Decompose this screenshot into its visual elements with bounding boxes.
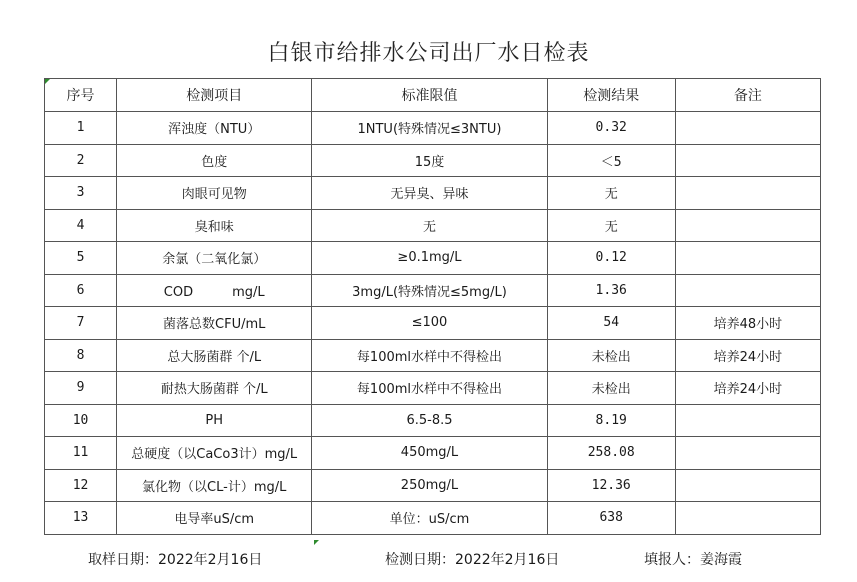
cell-item: 臭和味 <box>117 209 312 242</box>
table-body <box>45 112 821 535</box>
cell-remark <box>675 177 820 210</box>
cell-limit: 无 <box>312 209 547 242</box>
cell-remark: 培养24小时 <box>675 339 820 372</box>
cell-remark: 培养24小时 <box>675 372 820 405</box>
header-remark: 备注 <box>675 79 820 112</box>
cell-corner-marker <box>314 540 319 545</box>
cell-result: 未检出 <box>547 372 675 405</box>
cell-no: 5 <box>45 242 117 275</box>
cell-result: 0.12 <box>547 242 675 275</box>
cell-remark <box>675 144 820 177</box>
header-limit: 标准限值 <box>312 79 547 112</box>
table-row <box>45 209 821 242</box>
cell-no: 1 <box>45 112 117 145</box>
page-title: 白银市给排水公司出厂水日检表 <box>267 41 590 66</box>
table-row <box>45 469 821 502</box>
cell-limit: ≤100 <box>312 307 547 340</box>
cell-item: 氯化物（以CL-计）mg/L <box>117 469 312 502</box>
cell-item: 余氯（二氧化氯） <box>117 242 312 275</box>
cell-remark <box>675 502 820 535</box>
cell-item: 总大肠菌群 个/L <box>117 339 312 372</box>
cell-result: 8.19 <box>547 404 675 437</box>
cell-limit: 15度 <box>312 144 547 177</box>
cell-no: 10 <box>45 404 117 437</box>
cell-item: 总硬度（以CaCo3计）mg/L <box>117 437 312 470</box>
cell-result: 0.32 <box>547 112 675 145</box>
cell-limit: 3mg/L(特殊情况≤5mg/L) <box>312 274 547 307</box>
cell-limit: 单位：uS/cm <box>312 502 547 535</box>
cell-result: 未检出 <box>547 339 675 372</box>
cell-limit: 250mg/L <box>312 469 547 502</box>
cell-limit: ≥0.1mg/L <box>312 242 547 275</box>
cell-limit: 6.5-8.5 <box>312 404 547 437</box>
table-row <box>45 372 821 405</box>
cell-remark <box>675 209 820 242</box>
table-row <box>45 242 821 275</box>
cell-item: 耐热大肠菌群 个/L <box>117 372 312 405</box>
cell-item: 肉眼可见物 <box>117 177 312 210</box>
cell-no: 9 <box>45 372 117 405</box>
test-date: 检测日期：2022年2月16日 <box>385 552 560 568</box>
cell-remark: 培养48小时 <box>675 307 820 340</box>
cell-item: 色度 <box>117 144 312 177</box>
cell-remark <box>675 404 820 437</box>
table-row <box>45 404 821 437</box>
table-row <box>45 177 821 210</box>
cell-result: 无 <box>547 209 675 242</box>
cell-result: 258.08 <box>547 437 675 470</box>
cell-result: 1.36 <box>547 274 675 307</box>
cell-item: COD mg/L <box>117 274 312 307</box>
table-header-row <box>45 79 821 112</box>
header-item: 检测项目 <box>117 79 312 112</box>
cell-result: ＜5 <box>547 144 675 177</box>
cell-no: 8 <box>45 339 117 372</box>
cell-limit: 每100ml水样中不得检出 <box>312 372 547 405</box>
cell-result: 无 <box>547 177 675 210</box>
sampling-date: 取样日期：2022年2月16日 <box>88 552 263 568</box>
cell-limit: 每100ml水样中不得检出 <box>312 339 547 372</box>
cell-item: 浑浊度（NTU） <box>117 112 312 145</box>
cell-remark <box>675 112 820 145</box>
inspection-table <box>44 78 821 535</box>
cell-limit: 450mg/L <box>312 437 547 470</box>
table-row <box>45 274 821 307</box>
table-row <box>45 339 821 372</box>
cell-no: 3 <box>45 177 117 210</box>
cell-item: PH <box>117 404 312 437</box>
table-row <box>45 502 821 535</box>
table-row <box>45 437 821 470</box>
cell-remark <box>675 469 820 502</box>
cell-item: 电导率uS/cm <box>117 502 312 535</box>
table-row <box>45 112 821 145</box>
cell-no: 13 <box>45 502 117 535</box>
header-result: 检测结果 <box>547 79 675 112</box>
cell-remark <box>675 437 820 470</box>
cell-no: 6 <box>45 274 117 307</box>
cell-limit: 无异臭、异味 <box>312 177 547 210</box>
table-row <box>45 307 821 340</box>
cell-item: 菌落总数CFU/mL <box>117 307 312 340</box>
cell-no: 11 <box>45 437 117 470</box>
cell-limit: 1NTU(特殊情况≤3NTU) <box>312 112 547 145</box>
cell-no: 4 <box>45 209 117 242</box>
cell-no: 12 <box>45 469 117 502</box>
header-no: 序号 <box>45 79 117 112</box>
cell-no: 2 <box>45 144 117 177</box>
cell-remark <box>675 274 820 307</box>
cell-result: 638 <box>547 502 675 535</box>
table-row <box>45 144 821 177</box>
cell-result: 54 <box>547 307 675 340</box>
cell-remark <box>675 242 820 275</box>
cell-no: 7 <box>45 307 117 340</box>
filled-by: 填报人：姜海霞 <box>644 552 742 568</box>
cell-result: 12.36 <box>547 469 675 502</box>
